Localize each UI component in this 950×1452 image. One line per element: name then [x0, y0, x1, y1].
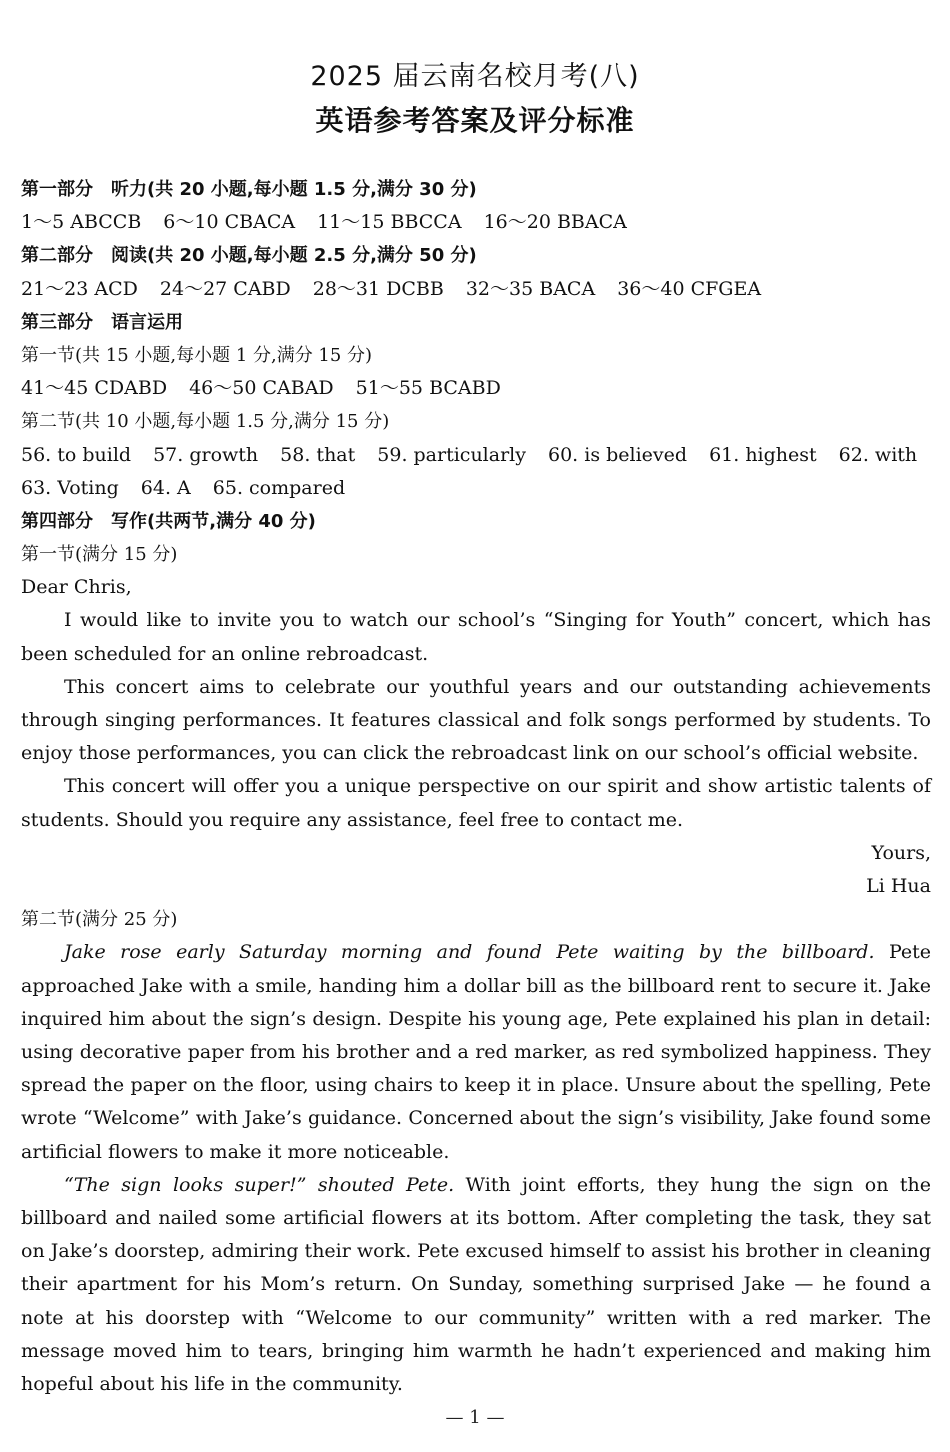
letter-paragraph: This concert will offer you a unique perspective on our spirit and show artistic talents of students. Should you require any assistance, feel free to contact me. — [21, 775, 931, 831]
part3-heading: 第三部分 语言运用 — [21, 311, 183, 333]
answer-group: 51～55 BCABD — [355, 377, 501, 400]
answer-item: 58. that — [280, 443, 356, 466]
part4-heading: 第四部分 写作(共两节,满分 40 分) — [21, 510, 316, 532]
story-lead-sentence: “The sign looks super!” shouted Pete. — [64, 1173, 455, 1196]
answer-item: 57. growth — [153, 443, 259, 466]
answer-item: 60. is believed — [547, 443, 688, 466]
answer-item: 64. A — [140, 476, 191, 499]
part3-section2-answers-row2 — [21, 472, 931, 505]
answer-group: 28～31 DCBB — [312, 277, 444, 300]
answer-item: 62. with — [838, 443, 918, 466]
page-number: — 1 — — [445, 1407, 505, 1428]
answer-group: 36～40 CFGEA — [617, 277, 762, 300]
answer-group: 1～5 ABCCB — [21, 211, 142, 234]
part1-answers — [21, 206, 931, 239]
answer-group: 24～27 CABD — [159, 277, 291, 300]
letter-signature: Li Hua — [866, 875, 931, 898]
story-text: With joint efforts, they hung the sign on the billboard and nailed some artificial flowers at its bottom. After completing the task, they sat on Jake’s doorstep, admiring their work. Pete excused himself to assist his brother in cleaning their apartment for his Mom’s return. On Sunday, something surprised Jake — he found a note at his doorstep with “Welcome to our community” written with a red marker. The message moved him to tears, bringing him warmth he hadn’t experienced and making him hopeful about his life in the community. — [21, 1173, 931, 1396]
part3-section1-heading: 第一节(共 15 小题,每小题 1 分,满分 15 分) — [21, 344, 373, 366]
answer-group: 11～15 BBCCA — [317, 211, 462, 234]
story-lead-sentence: Jake rose early Saturday morning and found Pete waiting by the billboard. — [64, 941, 875, 964]
answer-group: 6～10 CBACA — [163, 211, 296, 234]
answer-group: 16～20 BBACA — [483, 211, 627, 234]
story-paragraph-1 — [21, 936, 931, 1168]
part3-section2-answers-row1 — [21, 439, 931, 472]
answer-item: 59. particularly — [377, 443, 526, 466]
part3-section1-answers — [21, 372, 931, 405]
answer-group: 46～50 CABAD — [189, 377, 334, 400]
letter-greeting: Dear Chris, — [21, 576, 132, 599]
answer-group: 41～45 CDABD — [21, 377, 168, 400]
part3-section2-heading: 第二节(共 10 小题,每小题 1.5 分,满分 15 分) — [21, 411, 390, 433]
letter-closing: Yours, — [871, 841, 931, 864]
answer-item: 63. Voting — [21, 476, 119, 499]
part4-section1-heading: 第一节(满分 15 分) — [21, 544, 178, 566]
answer-item: 61. highest — [709, 443, 817, 466]
exam-title: 2025 届云南名校月考(八) — [310, 61, 640, 92]
answer-group: 32～35 BACA — [465, 277, 596, 300]
part1-heading: 第一部分 听力(共 20 小题,每小题 1.5 分,满分 30 分) — [21, 179, 477, 200]
content — [21, 173, 931, 1401]
part2-heading: 第二部分 阅读(共 20 小题,每小题 2.5 分,满分 50 分) — [21, 245, 477, 267]
story-paragraph-2 — [21, 1169, 931, 1401]
part2-answers — [21, 273, 931, 306]
document-title: 英语参考答案及评分标准 — [315, 104, 635, 137]
letter-paragraph: This concert aims to celebrate our youthful years and our outstanding achievements through singing performances. It features classical and folk songs performed by students. To enjoy those performances, you can click the rebroadcast link on our school’s official website. — [21, 675, 931, 765]
answer-group: 21～23 ACD — [21, 277, 138, 300]
answer-item: 65. compared — [212, 476, 346, 499]
story-text: Pete approached Jake with a smile, handing him a dollar bill as the billboard rent to secure it. Jake inquired him about the sign’s design. Despite his young age, Pete explained his plan in detail: using decorative paper from his brother and a red marker, as red symbolized happiness. They spread the paper on the floor, using chairs to keep it in place. Unsure about the spelling, Pete wrote “Welcome” with Jake’s guidance. Concerned about the sign’s visibility, Jake found some artificial flowers to make it more noticeable. — [21, 941, 932, 1163]
letter-paragraph: I would like to invite you to watch our school’s “Singing for Youth” concert, which has been scheduled for an online rebroadcast. — [21, 609, 931, 665]
answer-item: 56. to build — [21, 443, 132, 466]
part4-section2-heading: 第二节(满分 25 分) — [21, 909, 178, 931]
